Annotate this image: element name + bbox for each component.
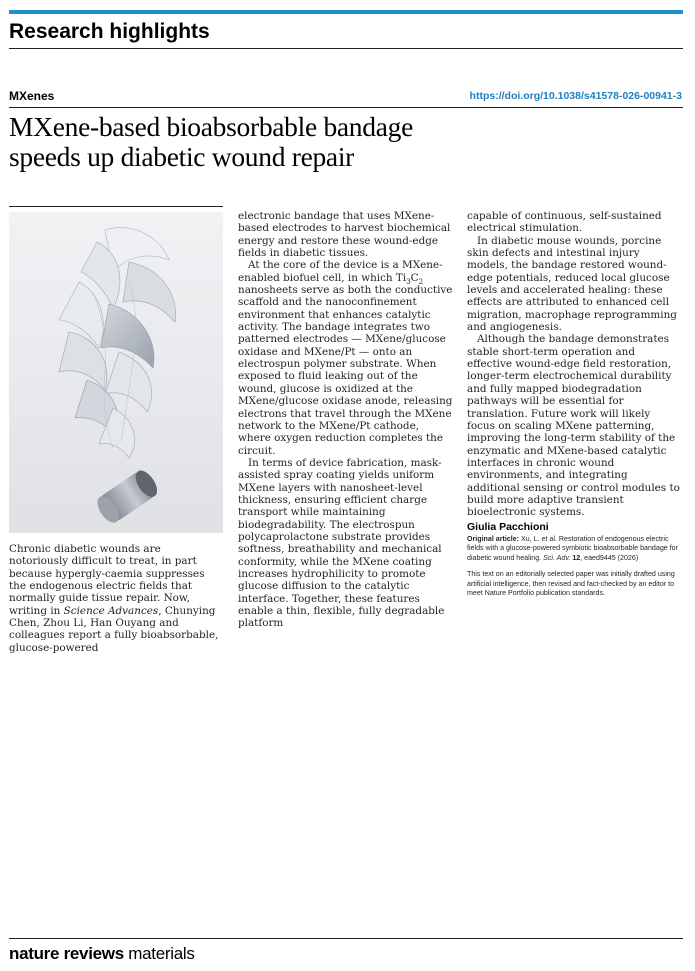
body-paragraph: In terms of device fabrication, mask-assisted spray coating yields uniform MXene layers with nanosheet-level thickness, ensuring efficient charge transport while maintaining biodegradability. The electrospun polycaprolactone substrate provides softness, breathability and mechanical conformity, while the MXene coating increases hydrophilicity to promote glucose diffusion to the catalytic interface. Together, these features enable a thin, flexible, fully degradable platform	[238, 456, 445, 630]
intro-paragraph	[9, 543, 223, 654]
body-text: C	[410, 271, 419, 284]
subscript: 2	[418, 277, 424, 286]
header-rule	[9, 48, 683, 49]
reference-block	[467, 535, 681, 605]
subscript: 3	[406, 277, 411, 286]
column-2	[238, 210, 453, 630]
kicker-rule	[9, 107, 683, 108]
abstract-paper-sculpture-image	[9, 212, 223, 533]
brand-light: materials	[123, 944, 195, 963]
journal-name: Science Advances	[63, 604, 159, 617]
body-paragraph: electronic bandage that uses MXene-based electrodes to harvest biochemical energy and restore these wound-edge fields in diabetic tissues.	[238, 210, 451, 260]
column-1	[9, 543, 223, 654]
body-text: nanosheets serve as both the conductive scaffold and the nanoconfinement environment that enhances catalytic activity. The bandage integrates two patterned electrodes — MXene/glucose oxidase and MXene/Pt — onto an electrospun polymer substrate. When exposed to fluid leaking out of the wound, glucose is oxidized at the MXene/glucose oxidase anode, releasing electrons that travel through the MXene network to the MXene/Pt cathode, where oxygen reduction completes the circuit.	[238, 284, 453, 457]
article-figure	[9, 212, 223, 533]
citation-text: Xu, L. et al. Restoration of endogenous electric fields with a glucose-powered symbiotic bioabsorbable bandage for diabetic wound healing.	[467, 535, 678, 562]
body-paragraph: capable of continuous, self-sustained electrical stimulation.	[467, 210, 662, 235]
citation-volume: 12	[572, 553, 581, 562]
author-name: Giulia Pacchioni	[467, 520, 549, 533]
citation-journal: Sci. Adv.	[543, 553, 571, 562]
journal-brand	[9, 944, 195, 964]
body-paragraph	[238, 259, 453, 457]
body-text: At the core of the device is a MXene-enabled biofuel cell, in which Ti	[238, 259, 443, 284]
top-accent-bar	[9, 10, 683, 14]
figure-top-rule	[9, 206, 223, 207]
doi-link[interactable]: https://doi.org/10.1038/s41578-026-00941-3	[469, 90, 682, 102]
intro-text-b: , Chunying Chen, Zhou Li, Han Ouyang and colleagues report a fully bioabsorbable, glucose-powered	[9, 604, 219, 654]
footer-rule	[9, 938, 683, 939]
section-title: Research highlights	[9, 20, 210, 43]
original-article-citation	[467, 535, 681, 563]
citation-pages: , eaed9445 (2026)	[580, 553, 639, 562]
article-headline: MXene-based bioabsorbable bandage speeds up diabetic wound repair	[9, 111, 413, 172]
body-paragraph: Although the bandage demonstrates stable short-term operation and effective wound-edge field restoration, longer-term electrochemical durability and fully mapped biodegradation pathways will be essential for translation. Future work will likely focus on scaling MXene patterning, improving the long-term stability of the enzymatic and MXene-based catalytic interfaces in chronic wound environments, and integrating additional sensing or control modules to build more adaptive transient bioelectronic systems.	[467, 333, 680, 519]
ai-disclaimer: This text on an editorially selected paper was initially drafted using artificial intelligence, then revised and fact-checked by an editor to meet Nature Portfolio publication standards.	[467, 570, 675, 598]
citation-label: Original article:	[467, 535, 520, 543]
brand-bold: nature reviews	[9, 944, 124, 963]
column-3	[467, 210, 681, 533]
body-paragraph: In diabetic mouse wounds, porcine skin defects and intestinal injury models, the bandage restored wound-edge potentials, reduced local glucose levels and accelerated healing: these effects are attributed to enhanced cell migration, macrophage reprogramming and angiogenesis.	[467, 234, 677, 334]
article-kicker: MXenes	[9, 89, 55, 103]
intro-text-a: Chronic diabetic wounds are notoriously difficult to treat, in part because hypergly-caemia suppresses the endogenous electric fields that normally guide tissue repair. Now, writing in	[9, 543, 205, 617]
